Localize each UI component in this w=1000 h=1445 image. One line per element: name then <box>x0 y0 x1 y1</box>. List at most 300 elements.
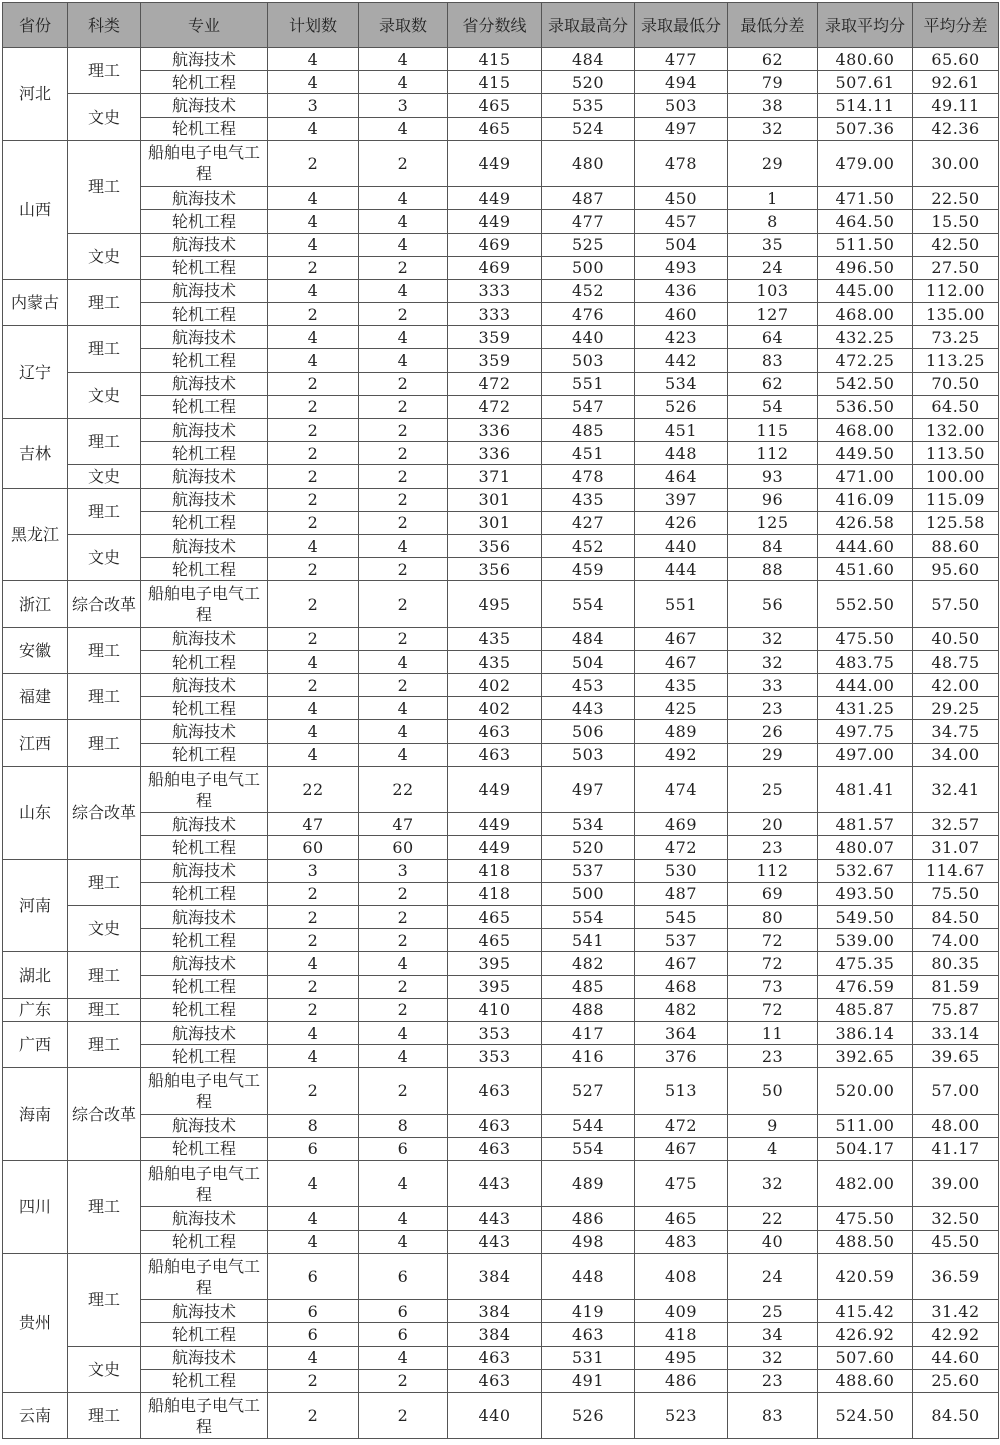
category-cell: 理工 <box>68 140 141 233</box>
min-diff-cell: 9 <box>728 1114 818 1137</box>
admitted-cell: 6 <box>359 1137 448 1160</box>
min-diff-cell: 96 <box>728 488 818 511</box>
province-cell: 吉林 <box>3 419 68 489</box>
plan-cell: 3 <box>268 859 359 882</box>
province-cell: 江西 <box>3 720 68 766</box>
category-cell: 理工 <box>68 627 141 673</box>
avg-score-cell: 481.57 <box>818 813 913 836</box>
provincial-line-cell: 353 <box>448 1045 542 1068</box>
plan-cell: 4 <box>268 650 359 673</box>
major-cell: 航海技术 <box>141 326 268 349</box>
min-score-cell: 477 <box>635 48 728 71</box>
min-score-cell: 426 <box>635 511 728 534</box>
admitted-cell: 2 <box>359 511 448 534</box>
provincial-line-cell: 443 <box>448 1207 542 1230</box>
table-row <box>3 581 999 627</box>
min-diff-cell: 112 <box>728 442 818 465</box>
provincial-line-cell: 384 <box>448 1300 542 1323</box>
min-diff-cell: 32 <box>728 1346 818 1369</box>
major-cell: 船舶电子电气工程 <box>141 766 268 812</box>
admitted-cell: 2 <box>359 929 448 952</box>
min-score-cell: 493 <box>635 256 728 279</box>
avg-diff-cell: 27.50 <box>913 256 999 279</box>
min-score-cell: 474 <box>635 766 728 812</box>
major-cell: 航海技术 <box>141 534 268 557</box>
provincial-line-cell: 465 <box>448 929 542 952</box>
min-diff-cell: 72 <box>728 929 818 952</box>
plan-cell: 4 <box>268 326 359 349</box>
avg-diff-cell: 48.00 <box>913 1114 999 1137</box>
avg-score-cell: 444.60 <box>818 534 913 557</box>
avg-score-cell: 464.50 <box>818 210 913 233</box>
min-score-cell: 482 <box>635 998 728 1021</box>
admitted-cell: 4 <box>359 71 448 94</box>
avg-score-cell: 507.61 <box>818 71 913 94</box>
avg-score-cell: 507.60 <box>818 1346 913 1369</box>
plan-cell: 4 <box>268 720 359 743</box>
header-min-score: 录取最低分 <box>635 3 728 48</box>
avg-diff-cell: 84.50 <box>913 1392 999 1438</box>
avg-diff-cell: 74.00 <box>913 929 999 952</box>
admitted-cell: 4 <box>359 210 448 233</box>
provincial-line-cell: 449 <box>448 836 542 859</box>
major-cell: 航海技术 <box>141 488 268 511</box>
province-cell: 湖北 <box>3 952 68 998</box>
min-diff-cell: 62 <box>728 372 818 395</box>
header-category: 科类 <box>68 3 141 48</box>
plan-cell: 8 <box>268 1114 359 1137</box>
max-score-cell: 477 <box>542 210 635 233</box>
min-diff-cell: 35 <box>728 233 818 256</box>
table-body <box>3 48 999 1439</box>
table-row <box>3 1323 999 1346</box>
min-diff-cell: 32 <box>728 1161 818 1207</box>
table-row <box>3 558 999 581</box>
max-score-cell: 554 <box>542 1137 635 1160</box>
avg-score-cell: 386.14 <box>818 1021 913 1044</box>
plan-cell: 4 <box>268 187 359 210</box>
header-max-score: 录取最高分 <box>542 3 635 48</box>
min-diff-cell: 8 <box>728 210 818 233</box>
avg-score-cell: 480.07 <box>818 836 913 859</box>
admitted-cell: 4 <box>359 1161 448 1207</box>
avg-diff-cell: 42.00 <box>913 674 999 697</box>
plan-cell: 2 <box>268 488 359 511</box>
header-major: 专业 <box>141 3 268 48</box>
major-cell: 船舶电子电气工程 <box>141 1392 268 1438</box>
avg-diff-cell: 33.14 <box>913 1021 999 1044</box>
min-score-cell: 494 <box>635 71 728 94</box>
table-row <box>3 627 999 650</box>
table-row <box>3 349 999 372</box>
provincial-line-cell: 443 <box>448 1230 542 1253</box>
provincial-line-cell: 449 <box>448 187 542 210</box>
min-score-cell: 483 <box>635 1230 728 1253</box>
admitted-cell: 2 <box>359 372 448 395</box>
major-cell: 航海技术 <box>141 720 268 743</box>
max-score-cell: 520 <box>542 71 635 94</box>
min-score-cell: 464 <box>635 465 728 488</box>
admitted-cell: 3 <box>359 859 448 882</box>
min-diff-cell: 23 <box>728 1045 818 1068</box>
admitted-cell: 2 <box>359 442 448 465</box>
avg-score-cell: 475.50 <box>818 1207 913 1230</box>
avg-score-cell: 471.00 <box>818 465 913 488</box>
min-score-cell: 444 <box>635 558 728 581</box>
min-score-cell: 486 <box>635 1369 728 1392</box>
admitted-cell: 4 <box>359 952 448 975</box>
table-row <box>3 1230 999 1253</box>
avg-diff-cell: 39.65 <box>913 1045 999 1068</box>
major-cell: 轮机工程 <box>141 303 268 326</box>
provincial-line-cell: 465 <box>448 94 542 117</box>
table-row <box>3 465 999 488</box>
avg-diff-cell: 32.57 <box>913 813 999 836</box>
table-row <box>3 650 999 673</box>
avg-diff-cell: 34.00 <box>913 743 999 766</box>
max-score-cell: 506 <box>542 720 635 743</box>
min-diff-cell: 72 <box>728 952 818 975</box>
provincial-line-cell: 463 <box>448 1346 542 1369</box>
max-score-cell: 463 <box>542 1323 635 1346</box>
plan-cell: 4 <box>268 71 359 94</box>
category-cell: 文史 <box>68 94 141 140</box>
category-cell: 文史 <box>68 534 141 580</box>
avg-score-cell: 496.50 <box>818 256 913 279</box>
admitted-cell: 2 <box>359 1068 448 1114</box>
min-diff-cell: 23 <box>728 697 818 720</box>
avg-diff-cell: 100.00 <box>913 465 999 488</box>
major-cell: 航海技术 <box>141 674 268 697</box>
max-score-cell: 551 <box>542 372 635 395</box>
table-row <box>3 279 999 302</box>
plan-cell: 6 <box>268 1323 359 1346</box>
min-score-cell: 435 <box>635 674 728 697</box>
avg-diff-cell: 115.09 <box>913 488 999 511</box>
table-row <box>3 766 999 812</box>
max-score-cell: 427 <box>542 511 635 534</box>
max-score-cell: 453 <box>542 674 635 697</box>
table-row <box>3 210 999 233</box>
table-row <box>3 117 999 140</box>
table-row <box>3 1392 999 1438</box>
avg-score-cell: 539.00 <box>818 929 913 952</box>
avg-score-cell: 468.00 <box>818 303 913 326</box>
avg-diff-cell: 57.00 <box>913 1068 999 1114</box>
provincial-line-cell: 410 <box>448 998 542 1021</box>
plan-cell: 4 <box>268 349 359 372</box>
min-diff-cell: 54 <box>728 395 818 418</box>
major-cell: 轮机工程 <box>141 442 268 465</box>
admitted-cell: 2 <box>359 1392 448 1438</box>
provincial-line-cell: 301 <box>448 511 542 534</box>
plan-cell: 4 <box>268 534 359 557</box>
min-diff-cell: 83 <box>728 349 818 372</box>
max-score-cell: 500 <box>542 256 635 279</box>
province-cell: 黑龙江 <box>3 488 68 581</box>
table-row <box>3 48 999 71</box>
category-cell: 文史 <box>68 905 141 951</box>
admitted-cell: 2 <box>359 488 448 511</box>
min-diff-cell: 25 <box>728 766 818 812</box>
avg-diff-cell: 75.50 <box>913 882 999 905</box>
major-cell: 航海技术 <box>141 952 268 975</box>
avg-score-cell: 532.67 <box>818 859 913 882</box>
max-score-cell: 476 <box>542 303 635 326</box>
major-cell: 轮机工程 <box>141 117 268 140</box>
plan-cell: 4 <box>268 1230 359 1253</box>
avg-score-cell: 471.50 <box>818 187 913 210</box>
header-admitted: 录取数 <box>359 3 448 48</box>
avg-diff-cell: 95.60 <box>913 558 999 581</box>
category-cell: 理工 <box>68 279 141 325</box>
min-score-cell: 460 <box>635 303 728 326</box>
avg-score-cell: 493.50 <box>818 882 913 905</box>
provincial-line-cell: 449 <box>448 766 542 812</box>
provincial-line-cell: 356 <box>448 558 542 581</box>
major-cell: 轮机工程 <box>141 882 268 905</box>
plan-cell: 2 <box>268 929 359 952</box>
avg-score-cell: 426.58 <box>818 511 913 534</box>
table-row <box>3 743 999 766</box>
admitted-cell: 2 <box>359 581 448 627</box>
major-cell: 航海技术 <box>141 279 268 302</box>
plan-cell: 2 <box>268 558 359 581</box>
province-cell: 广东 <box>3 998 68 1021</box>
provincial-line-cell: 463 <box>448 1369 542 1392</box>
min-score-cell: 442 <box>635 349 728 372</box>
provincial-line-cell: 440 <box>448 1392 542 1438</box>
min-diff-cell: 103 <box>728 279 818 302</box>
avg-score-cell: 536.50 <box>818 395 913 418</box>
min-score-cell: 467 <box>635 1137 728 1160</box>
admitted-cell: 4 <box>359 534 448 557</box>
category-cell: 理工 <box>68 488 141 534</box>
avg-diff-cell: 48.75 <box>913 650 999 673</box>
min-score-cell: 472 <box>635 836 728 859</box>
max-score-cell: 503 <box>542 349 635 372</box>
min-score-cell: 475 <box>635 1161 728 1207</box>
major-cell: 轮机工程 <box>141 697 268 720</box>
provincial-line-cell: 402 <box>448 674 542 697</box>
province-cell: 贵州 <box>3 1253 68 1392</box>
provincial-line-cell: 415 <box>448 48 542 71</box>
avg-diff-cell: 92.61 <box>913 71 999 94</box>
max-score-cell: 497 <box>542 766 635 812</box>
provincial-line-cell: 418 <box>448 859 542 882</box>
avg-score-cell: 392.65 <box>818 1045 913 1068</box>
major-cell: 航海技术 <box>141 813 268 836</box>
table-row <box>3 1068 999 1114</box>
avg-score-cell: 488.60 <box>818 1369 913 1392</box>
avg-diff-cell: 32.50 <box>913 1207 999 1230</box>
category-cell: 文史 <box>68 465 141 488</box>
avg-diff-cell: 73.25 <box>913 326 999 349</box>
plan-cell: 2 <box>268 511 359 534</box>
plan-cell: 4 <box>268 48 359 71</box>
avg-score-cell: 482.00 <box>818 1161 913 1207</box>
avg-diff-cell: 15.50 <box>913 210 999 233</box>
avg-diff-cell: 45.50 <box>913 1230 999 1253</box>
table-row <box>3 1137 999 1160</box>
provincial-line-cell: 435 <box>448 650 542 673</box>
avg-diff-cell: 36.59 <box>913 1253 999 1299</box>
min-diff-cell: 127 <box>728 303 818 326</box>
provincial-line-cell: 336 <box>448 419 542 442</box>
min-score-cell: 503 <box>635 94 728 117</box>
header-avg-score: 录取平均分 <box>818 3 913 48</box>
table-row <box>3 140 999 186</box>
plan-cell: 2 <box>268 256 359 279</box>
table-row <box>3 1207 999 1230</box>
table-row <box>3 395 999 418</box>
table-row <box>3 71 999 94</box>
avg-diff-cell: 30.00 <box>913 140 999 186</box>
table-row <box>3 674 999 697</box>
avg-diff-cell: 22.50 <box>913 187 999 210</box>
major-cell: 轮机工程 <box>141 511 268 534</box>
min-diff-cell: 79 <box>728 71 818 94</box>
avg-score-cell: 481.41 <box>818 766 913 812</box>
table-row <box>3 1161 999 1207</box>
table-row <box>3 419 999 442</box>
plan-cell: 2 <box>268 627 359 650</box>
table-row <box>3 1253 999 1299</box>
provincial-line-cell: 449 <box>448 813 542 836</box>
plan-cell: 47 <box>268 813 359 836</box>
max-score-cell: 482 <box>542 952 635 975</box>
min-score-cell: 469 <box>635 813 728 836</box>
min-diff-cell: 29 <box>728 140 818 186</box>
max-score-cell: 525 <box>542 233 635 256</box>
max-score-cell: 451 <box>542 442 635 465</box>
max-score-cell: 478 <box>542 465 635 488</box>
category-cell: 综合改革 <box>68 581 141 627</box>
avg-score-cell: 426.92 <box>818 1323 913 1346</box>
major-cell: 航海技术 <box>141 1114 268 1137</box>
min-diff-cell: 88 <box>728 558 818 581</box>
avg-diff-cell: 31.42 <box>913 1300 999 1323</box>
provincial-line-cell: 359 <box>448 326 542 349</box>
table-row <box>3 94 999 117</box>
min-score-cell: 534 <box>635 372 728 395</box>
admitted-cell: 6 <box>359 1323 448 1346</box>
category-cell: 理工 <box>68 1161 141 1254</box>
major-cell: 航海技术 <box>141 1346 268 1369</box>
avg-diff-cell: 57.50 <box>913 581 999 627</box>
province-cell: 安徽 <box>3 627 68 673</box>
min-score-cell: 545 <box>635 905 728 928</box>
provincial-line-cell: 472 <box>448 372 542 395</box>
avg-diff-cell: 113.50 <box>913 442 999 465</box>
provincial-line-cell: 356 <box>448 534 542 557</box>
plan-cell: 6 <box>268 1300 359 1323</box>
table-row <box>3 534 999 557</box>
table-row <box>3 372 999 395</box>
max-score-cell: 484 <box>542 48 635 71</box>
header-row <box>3 3 999 48</box>
avg-diff-cell: 88.60 <box>913 534 999 557</box>
province-cell: 浙江 <box>3 581 68 627</box>
admitted-cell: 4 <box>359 650 448 673</box>
plan-cell: 60 <box>268 836 359 859</box>
min-diff-cell: 93 <box>728 465 818 488</box>
major-cell: 轮机工程 <box>141 558 268 581</box>
admitted-cell: 4 <box>359 1230 448 1253</box>
plan-cell: 4 <box>268 1346 359 1369</box>
plan-cell: 4 <box>268 952 359 975</box>
table-row <box>3 1021 999 1044</box>
max-score-cell: 524 <box>542 117 635 140</box>
admitted-cell: 4 <box>359 326 448 349</box>
table-row <box>3 187 999 210</box>
min-score-cell: 468 <box>635 975 728 998</box>
min-diff-cell: 22 <box>728 1207 818 1230</box>
plan-cell: 4 <box>268 1161 359 1207</box>
plan-cell: 2 <box>268 303 359 326</box>
major-cell: 轮机工程 <box>141 1230 268 1253</box>
admitted-cell: 4 <box>359 720 448 743</box>
plan-cell: 2 <box>268 419 359 442</box>
min-score-cell: 530 <box>635 859 728 882</box>
provincial-line-cell: 384 <box>448 1323 542 1346</box>
admitted-cell: 6 <box>359 1253 448 1299</box>
major-cell: 轮机工程 <box>141 1369 268 1392</box>
provincial-line-cell: 443 <box>448 1161 542 1207</box>
province-cell: 四川 <box>3 1161 68 1254</box>
plan-cell: 4 <box>268 210 359 233</box>
admitted-cell: 2 <box>359 1369 448 1392</box>
plan-cell: 2 <box>268 1392 359 1438</box>
table-row <box>3 929 999 952</box>
provincial-line-cell: 465 <box>448 905 542 928</box>
max-score-cell: 448 <box>542 1253 635 1299</box>
plan-cell: 2 <box>268 674 359 697</box>
category-cell: 文史 <box>68 1346 141 1392</box>
major-cell: 航海技术 <box>141 187 268 210</box>
admitted-cell: 4 <box>359 743 448 766</box>
provincial-line-cell: 353 <box>448 1021 542 1044</box>
max-score-cell: 527 <box>542 1068 635 1114</box>
plan-cell: 2 <box>268 905 359 928</box>
table-row <box>3 303 999 326</box>
avg-score-cell: 511.50 <box>818 233 913 256</box>
major-cell: 航海技术 <box>141 94 268 117</box>
admitted-cell: 60 <box>359 836 448 859</box>
table-row <box>3 905 999 928</box>
admitted-cell: 8 <box>359 1114 448 1137</box>
max-score-cell: 554 <box>542 905 635 928</box>
admission-table <box>2 2 999 1439</box>
avg-score-cell: 483.75 <box>818 650 913 673</box>
province-cell: 广西 <box>3 1021 68 1067</box>
major-cell: 航海技术 <box>141 1021 268 1044</box>
major-cell: 轮机工程 <box>141 836 268 859</box>
min-score-cell: 467 <box>635 627 728 650</box>
min-score-cell: 526 <box>635 395 728 418</box>
min-score-cell: 397 <box>635 488 728 511</box>
min-score-cell: 376 <box>635 1045 728 1068</box>
header-avg-diff: 平均分差 <box>913 3 999 48</box>
major-cell: 轮机工程 <box>141 975 268 998</box>
min-diff-cell: 56 <box>728 581 818 627</box>
table-row <box>3 882 999 905</box>
major-cell: 轮机工程 <box>141 650 268 673</box>
avg-diff-cell: 84.50 <box>913 905 999 928</box>
province-cell: 山西 <box>3 140 68 279</box>
min-score-cell: 513 <box>635 1068 728 1114</box>
major-cell: 航海技术 <box>141 1300 268 1323</box>
